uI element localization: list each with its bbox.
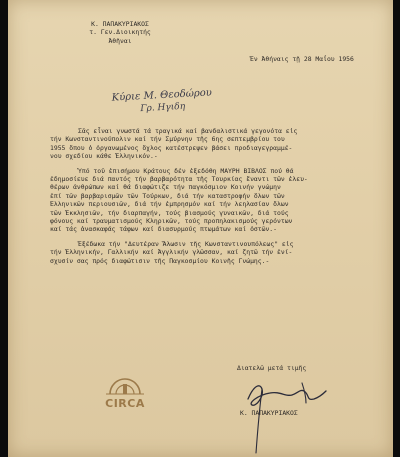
sender-city: Ἀθῆναι — [108, 36, 132, 45]
body-line: σχυσίν σας πρός διαφώτισιν τῆς Παγκοσμίου Κοινῆς Γνώμης.- — [50, 256, 270, 265]
body-line: τῶν Ἐκκλησιῶν, τήν διαρπαγήν, τούς βιασμούς γυναικῶν, διά τούς — [50, 208, 289, 217]
letter-body — [50, 127, 390, 265]
body-line: θέρων ἀνθρώπων καί θά διαφώτιζε τήν παγκόσμιον Κοινήν γνώμην — [50, 183, 281, 192]
logo-text: CIRCA — [105, 397, 145, 410]
body-line: Σᾶς εἶναι γνωστά τά τραγικά καί βανδαλιστικά γεγονότα εἰς — [78, 127, 298, 135]
logo-arch-icon — [100, 375, 150, 395]
sender-block — [74, 20, 166, 45]
body-line: Ὑπό τοῦ ἐπισήμου Κράτους δέν ἐξεδόθη ΜΑΥΡΗ ΒΙΒΛΟΣ πού θά — [78, 166, 294, 175]
circa-logo — [100, 375, 150, 410]
body-line: τήν Ἑλληνικήν, Γαλλικήν καί Ἀγγλικήν γλῶσσαν, καί ζητῶ τήν ἐνί- — [50, 248, 293, 257]
body-line: 1955 ὅπου ὁ ὀργανωμένος ὄχλος κατέστρεψεν βάσει προδιαγεγραμμέ- — [50, 143, 293, 152]
body-line: φόνους καί τραυματισμούς Κληρικῶν, τούς προπηλακισμούς γερόντων — [50, 217, 293, 226]
letter-page — [8, 0, 393, 457]
closing-phrase: Διατελῶ μετά τιμῆς — [237, 364, 307, 372]
salutation-line-2: Γρ. Ηγιδη — [140, 101, 186, 115]
body-line: ἐπί τῶν βαρβαρισμῶν τῶν Τούρκων, διά τήν καταστροφήν ὅλων τῶν — [50, 191, 285, 200]
body-line: τήν Κωνσταντινούπολιν καί τήν Σμύρνην τῆς 6ης σεπτεμβρίου του — [50, 135, 285, 144]
body-line: νου σχεδίου κάθε Ἑλληνικόν.- — [50, 152, 158, 161]
body-line: Ἐξέδωκα τήν "Δευτέραν Ἅλωσιν τῆς Κωνσταντινουπόλεως" εἰς — [78, 239, 294, 248]
dateline: Ἐν Ἀθήναις τῇ 28 Μαΐου 1956 — [250, 55, 354, 63]
body-line: καί τάς ἀνασκαφάς τάφων καί διασυρμούς πτωμάτων καί ὀστῶν.- — [50, 225, 278, 234]
body-line: Ἑλληνικῶν περιουσιῶν, διά τήν ἐμπρησμόν καί τήν λεηλασίαν ὅλων — [50, 200, 289, 209]
salutation-line-1: Κύριε Μ. Θεοδώρου — [111, 87, 213, 104]
signature-name: Κ. ΠΑΠΑΚΥΡΙΑΚΟΣ — [240, 409, 298, 417]
sender-title: τ. Γεν.Διοικητής — [89, 28, 151, 37]
sender-name: Κ. ΠΑΠΑΚΥΡΙΑΚΟΣ — [91, 20, 149, 28]
handwritten-salutation — [111, 86, 212, 117]
body-line: ἐδημοσίευε διά παντός τήν βαρβαρότητα τῆς Τουρκίας ἔναντι τῶν ἐλευ- — [50, 175, 308, 184]
